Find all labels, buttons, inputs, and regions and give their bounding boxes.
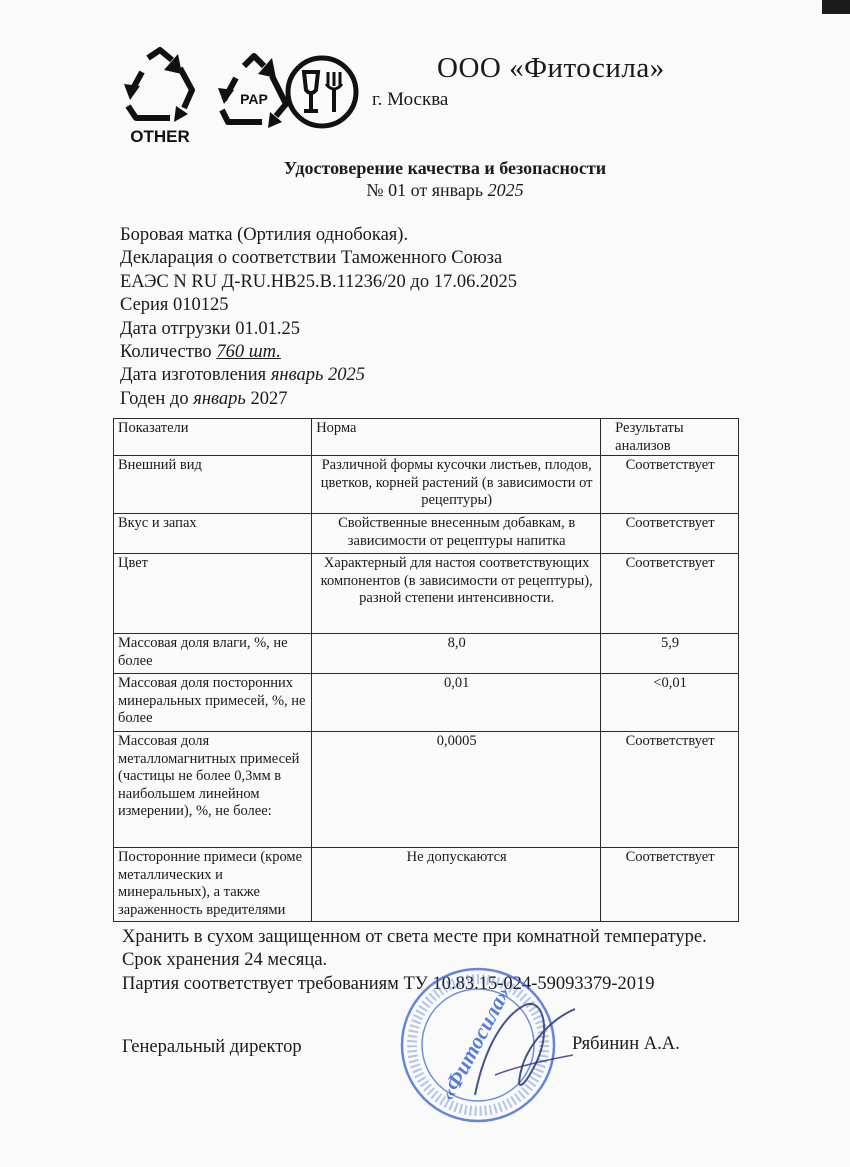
row-norm: 0,0005 (312, 732, 601, 848)
expiry-date (120, 388, 517, 411)
quality-table (113, 418, 739, 922)
row-norm: 8,0 (312, 634, 601, 674)
table-row (114, 554, 739, 634)
table-row (114, 674, 739, 732)
other-label: OTHER (130, 127, 190, 144)
row-result: <0,01 (601, 674, 739, 732)
row-indicator: Посторонние примеси (кроме металлических и минеральных), а также зараженность вредителями (114, 848, 312, 922)
row-indicator: Массовая доля металломагнитных примесей (частицы не более 0,3мм в наибольшем линейном измерении), %, не более: (114, 732, 312, 848)
director-title: Генеральный директор (122, 1037, 302, 1057)
packaging-logos (118, 40, 368, 150)
scan-edge (822, 0, 850, 14)
expiry-year: 2027 (245, 388, 288, 409)
row-result: Соответствует (601, 514, 739, 554)
row-indicator: Массовая доля влаги, %, не более (114, 634, 312, 674)
row-indicator: Цвет (114, 554, 312, 634)
table-row (114, 514, 739, 554)
manufacture-label: Дата изготовления (120, 365, 271, 386)
row-norm: Свойственные внесенным добавкам, в зависимости от рецептуры напитка (312, 514, 601, 554)
series: Серия 010125 (120, 295, 229, 316)
expiry-label: Годен до (120, 388, 194, 409)
signer-name: Рябинин А.А. (572, 1034, 680, 1054)
row-norm: Характерный для настоя соответствующих компонентов (в зависимости от рецептуры), разной степени интенсивности. (312, 554, 601, 634)
row-indicator: Массовая доля посторонних минеральных примесей, %, не более (114, 674, 312, 732)
row-result: Соответствует (601, 456, 739, 514)
table-row (114, 456, 739, 514)
food-contact-glass-fork-icon (284, 54, 360, 130)
manufacture-value: январь 2025 (270, 365, 366, 386)
pap-label: PAP (240, 91, 268, 107)
document-number-prefix: № 01 от январь (366, 180, 488, 200)
table-row (114, 848, 739, 922)
row-norm: 0,01 (312, 674, 601, 732)
product-info (120, 224, 517, 411)
quantity (120, 341, 517, 364)
row-result: Соответствует (601, 848, 739, 922)
row-norm: Различной формы кусочки листьев, плодов, цветков, корней растений (в зависимости от рецептуры) (312, 456, 601, 514)
table-row (114, 634, 739, 674)
row-result: 5,9 (601, 634, 739, 674)
header-indicator: Показатели (114, 419, 312, 456)
company-name: ООО «Фитосила» (437, 52, 665, 84)
storage-line-2: Срок хранения 24 месяца. (122, 950, 328, 971)
product-name: Боровая матка (Ортилия однобокая). (120, 225, 409, 245)
table-header-row (114, 419, 739, 456)
stamp-text: «Фитосила» (434, 982, 516, 1105)
document-title: Удостоверение качества и безопасности (283, 158, 607, 178)
quantity-label: Количество (120, 342, 217, 363)
header-results: Результаты анализов (601, 419, 739, 456)
expiry-month: январь (193, 388, 246, 409)
quantity-value: 760 шт. (216, 342, 281, 363)
row-indicator: Внешний вид (114, 456, 312, 514)
company-city: г. Москва (372, 89, 449, 110)
row-result: Соответствует (601, 554, 739, 634)
table-row (114, 732, 739, 848)
row-norm: Не допускаются (312, 848, 601, 922)
header-norm: Норма (312, 419, 601, 456)
storage-line-1: Хранить в сухом защищенном от света месте при комнатной температуре. (122, 927, 707, 947)
declaration-label: Декларация о соответствии Таможенного Союза (120, 248, 503, 269)
shipment-date: Дата отгрузки 01.01.25 (120, 318, 301, 339)
row-result: Соответствует (601, 732, 739, 848)
storage-line-3: Партия соответствует требованиям ТУ 10.83.15-024-59093379-2019 (122, 973, 655, 994)
declaration-number: ЕАЭС N RU Д-RU.НВ25.В.11236/20 до 17.06.2025 (120, 271, 517, 292)
document-number (0, 180, 850, 201)
manufacture-date (120, 364, 517, 387)
row-indicator: Вкус и запах (114, 514, 312, 554)
recycle-other-icon (118, 44, 203, 144)
document-number-year: 2025 (487, 180, 524, 200)
